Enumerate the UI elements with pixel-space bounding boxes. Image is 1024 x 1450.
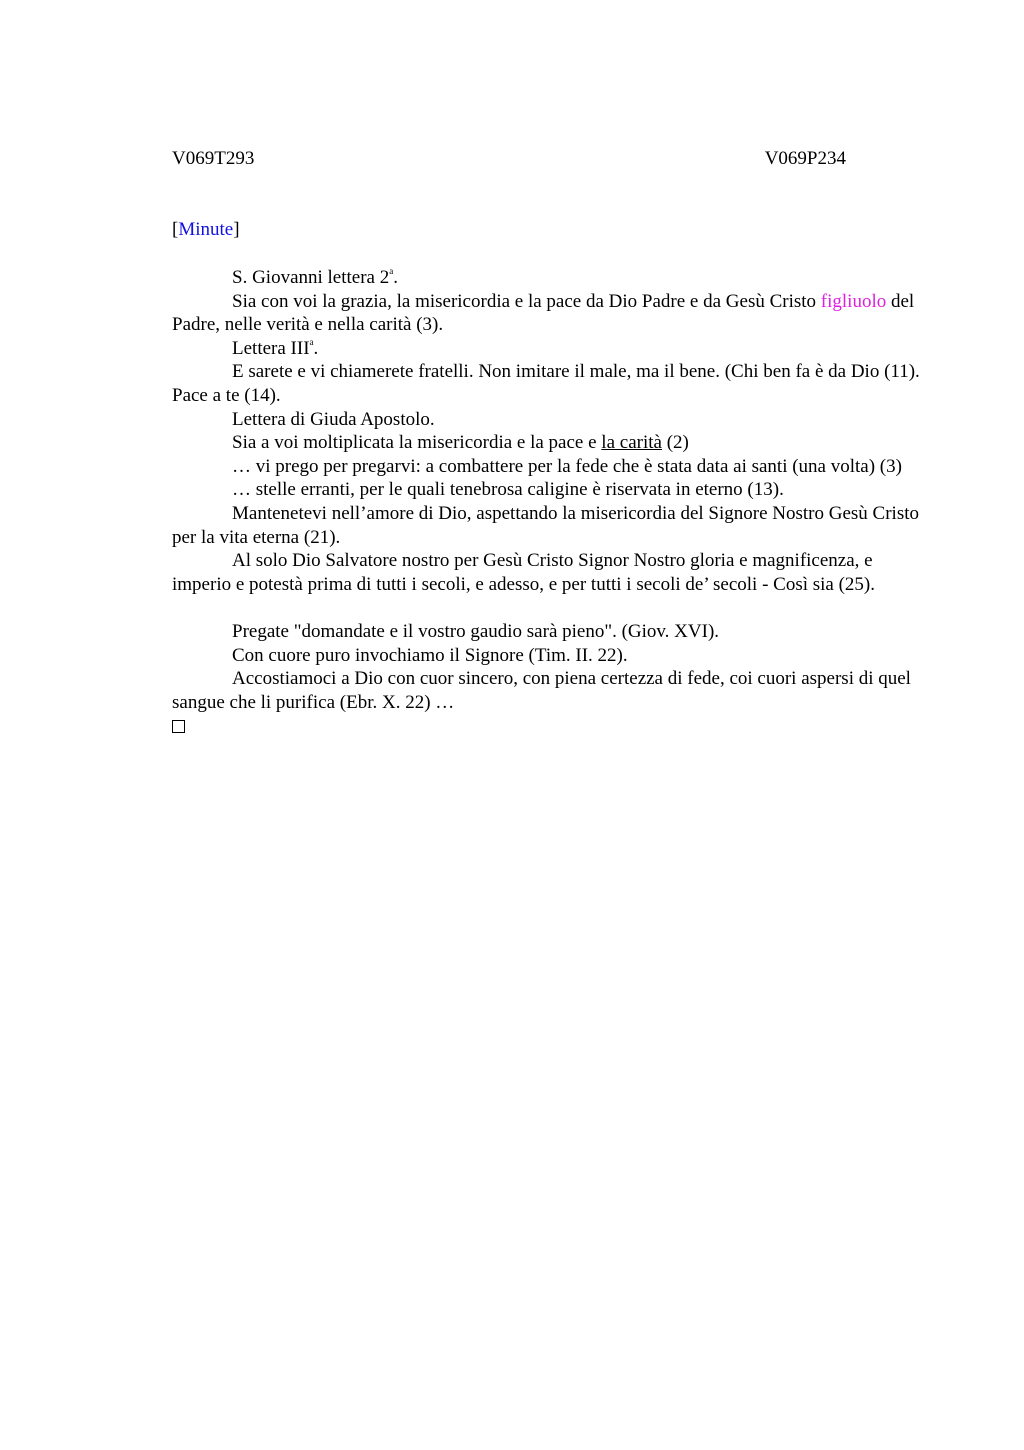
- paragraph-heading-lettera-iii: [172, 337, 930, 361]
- paragraph-text: Sia a voi moltiplicata la misericordia e la pace e: [232, 432, 602, 454]
- paragraph-cuore-puro: Con cuore puro invochiamo il Signore (Tim. II. 22).: [232, 644, 628, 666]
- paragraph-grazia: [172, 290, 930, 337]
- paragraph-text: (2): [661, 432, 689, 454]
- document-code-right: V069P234: [764, 148, 846, 169]
- paragraph-text: del Padre, nelle verità e nella carità (3).: [172, 290, 915, 336]
- paragraph-accostiamoci: Accostiamoci a Dio con cuor sincero, con piena certezza di fede, coi cuori aspersi di quel sangue che li purifica (Ebr. X. 22) …: [172, 668, 911, 713]
- page-header: [172, 147, 846, 171]
- superscript: a: [309, 336, 314, 347]
- highlighted-word: figliuolo: [820, 290, 887, 312]
- superscript: a: [389, 266, 394, 276]
- paragraph-text: S. Giovanni lettera 2: [232, 267, 390, 288]
- paragraph-doxology: Al solo Dio Salvatore nostro per Gesù Cristo Signor Nostro gloria e magnificenza, e imperio e potestà prima di tutti i secoli, e adesso, e per tutti i secoli de’ secoli - Così sia (25).: [172, 550, 875, 595]
- paragraph-mantenetevi: Mantenetevi nell’amore di Dio, aspettando la misericordia del Signore Nostro Gesù Cristo per la vita eterna (21).: [172, 502, 919, 548]
- section-tag-close-bracket: ]: [233, 219, 240, 240]
- paragraph-spacer: [172, 596, 930, 620]
- paragraph-stelle-erranti: … stelle erranti, per le quali tenebrosa caligine è riservata in eterno (13).: [232, 479, 784, 501]
- document-body: [172, 266, 930, 740]
- document-code-left: V069T293: [172, 148, 255, 169]
- paragraph-tail: .: [393, 267, 398, 288]
- underlined-phrase: la carità: [601, 432, 662, 454]
- paragraph-fratelli: E sarete e vi chiamerete fratelli. Non imitare il male, ma il bene. (Chi ben fa è da Dio (11). Pace a te (14).: [172, 361, 920, 406]
- section-tag-link[interactable]: Minute: [178, 219, 234, 240]
- section-tag: [172, 218, 240, 242]
- section-tag-open-bracket: [: [172, 219, 179, 240]
- paragraph-text: Sia con voi la grazia, la misericordia e la pace da Dio Padre e da Gesù Cristo: [232, 290, 821, 312]
- paragraph-heading-giuda: Lettera di Giuda Apostolo.: [232, 408, 435, 430]
- square-outline-icon: [172, 720, 185, 733]
- paragraph-text: Lettera III: [232, 337, 310, 359]
- paragraph-heading-giovanni: [172, 266, 930, 290]
- paragraph-moltiplicata: [172, 431, 930, 455]
- end-marker: [172, 714, 930, 740]
- paragraph-combattere: … vi prego per pregarvi: a combattere per la fede che è stata data ai santi (una volta) (3): [232, 455, 902, 477]
- paragraph-pregate: Pregate "domandate e il vostro gaudio sarà pieno". (Giov. XVI).: [232, 620, 720, 642]
- paragraph-tail: .: [313, 337, 319, 359]
